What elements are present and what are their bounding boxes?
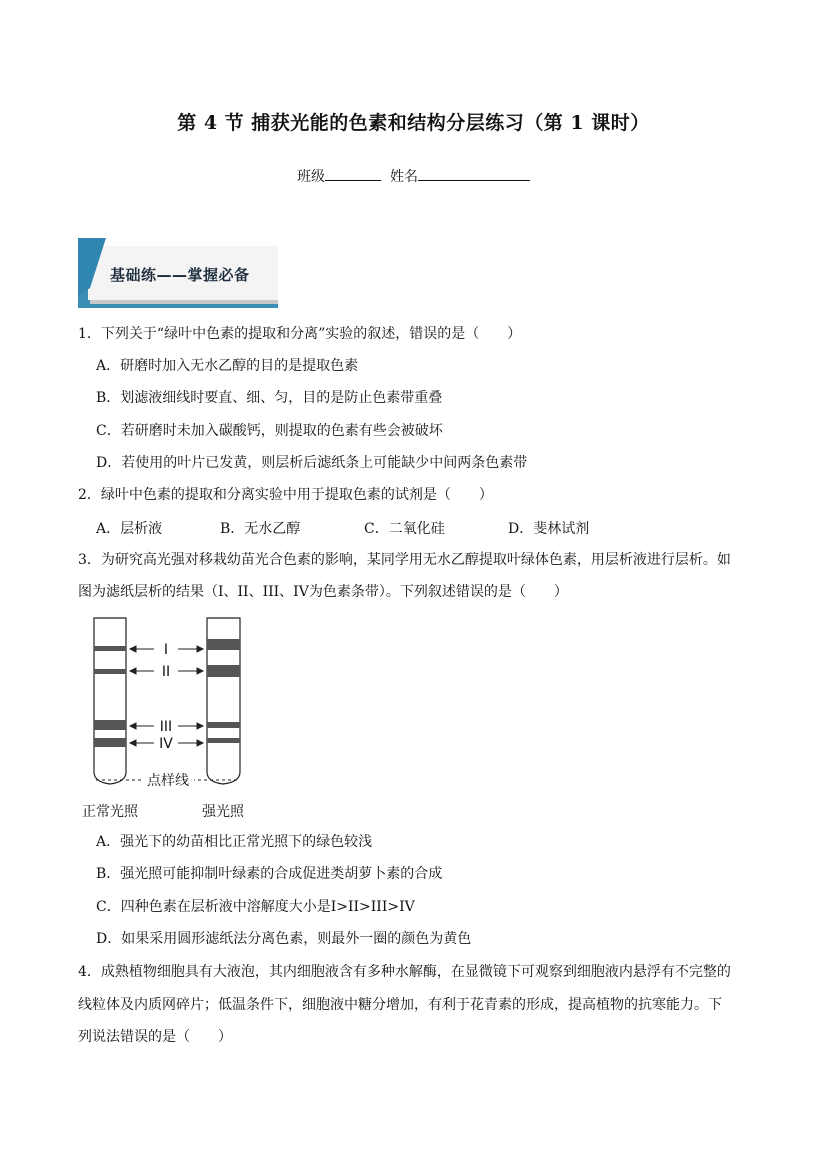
q1-option-d: D．若使用的叶片已发黄，则层析后滤纸条上可能缺少中间两条色素带: [96, 455, 528, 471]
student-info-fields: [0, 166, 827, 186]
q1-option-a: A．研磨时加入无水乙醇的目的是提取色素: [96, 358, 359, 374]
q2-option-d: D．斐林试剂: [508, 521, 590, 537]
q1-stem: 1．下列关于“绿叶中色素的提取和分离”实验的叙述，错误的是（ ）: [78, 326, 522, 342]
band-label-1: I: [163, 642, 169, 658]
q3-option-d: D．如果采用圆形滤纸法分离色素，则最外一圈的颜色为黄色: [96, 931, 472, 947]
section-banner-title: 基础练——掌握必备: [110, 266, 250, 284]
normal-band-3: [94, 720, 126, 730]
strong-band-2: [207, 665, 240, 677]
page-title: 第 4 节 捕获光能的色素和结构分层练习（第 1 课时）: [177, 112, 650, 134]
q2-option-b: B．无水乙醇: [220, 521, 301, 537]
q2-option-a: A．层析液: [96, 521, 163, 537]
q4-stem-line-3: 列说法错误的是（ ）: [78, 1029, 232, 1045]
class-label: 班级: [297, 169, 326, 185]
band-label-4: IV: [159, 736, 173, 752]
band-label-2: II: [161, 664, 171, 680]
strip-normal-light: [94, 618, 126, 784]
q1-option-c: C．若研磨时未加入碳酸钙，则提取的色素有些会被破坏: [96, 423, 443, 439]
normal-band-4: [94, 738, 126, 747]
chromatography-figure: [74, 612, 274, 824]
q1-option-b: B．划滤液细线时要直、细、匀，目的是防止色素带重叠: [96, 390, 443, 406]
q2-option-c: C．二氧化硅: [364, 521, 445, 537]
q3-option-b: B．强光照可能抑制叶绿素的合成促进类胡萝卜素的合成: [96, 866, 443, 882]
strip-label-strong: 强光照: [202, 804, 244, 820]
q4-stem-line-2: 线粒体及内质网碎片；低温条件下，细胞液中糖分增加，有利于花青素的形成，提高植物的抗寒能力。下: [78, 997, 722, 1013]
strong-band-1: [207, 639, 240, 650]
q3-stem-line-2: 图为滤纸层析的结果（I、II、III、IV为色素条带）。下列叙述错误的是（ ）: [78, 584, 568, 600]
band-label-3: III: [159, 719, 173, 735]
normal-band-2: [94, 669, 126, 674]
strong-band-4: [207, 738, 240, 743]
name-label: 姓名: [389, 169, 418, 185]
q4-stem-line-1: 4．成熟植物细胞具有大液泡，其内细胞液含有多种水解酶，在显微镜下可观察到细胞液内悬浮有不完整的: [78, 964, 731, 980]
name-blank[interactable]: [418, 166, 530, 181]
q2-stem: 2．绿叶中色素的提取和分离实验中用于提取色素的试剂是（ ）: [78, 487, 493, 503]
baseline-label: 点样线: [147, 773, 189, 789]
strong-band-3: [207, 722, 240, 728]
q3-option-c: C．四种色素在层析液中溶解度大小是I>II>III>IV: [96, 899, 415, 915]
q3-stem-line-1: 3．为研究高光强对移栽幼苗光合色素的影响，某同学用无水乙醇提取叶绿体色素，用层析液进行层析。如: [78, 552, 731, 568]
q3-option-a: A．强光下的幼苗相比正常光照下的绿色较浅: [96, 834, 373, 850]
class-blank[interactable]: [325, 166, 381, 181]
normal-band-1: [94, 646, 126, 651]
strip-strong-light: [207, 618, 240, 784]
strip-label-normal: 正常光照: [82, 804, 138, 820]
